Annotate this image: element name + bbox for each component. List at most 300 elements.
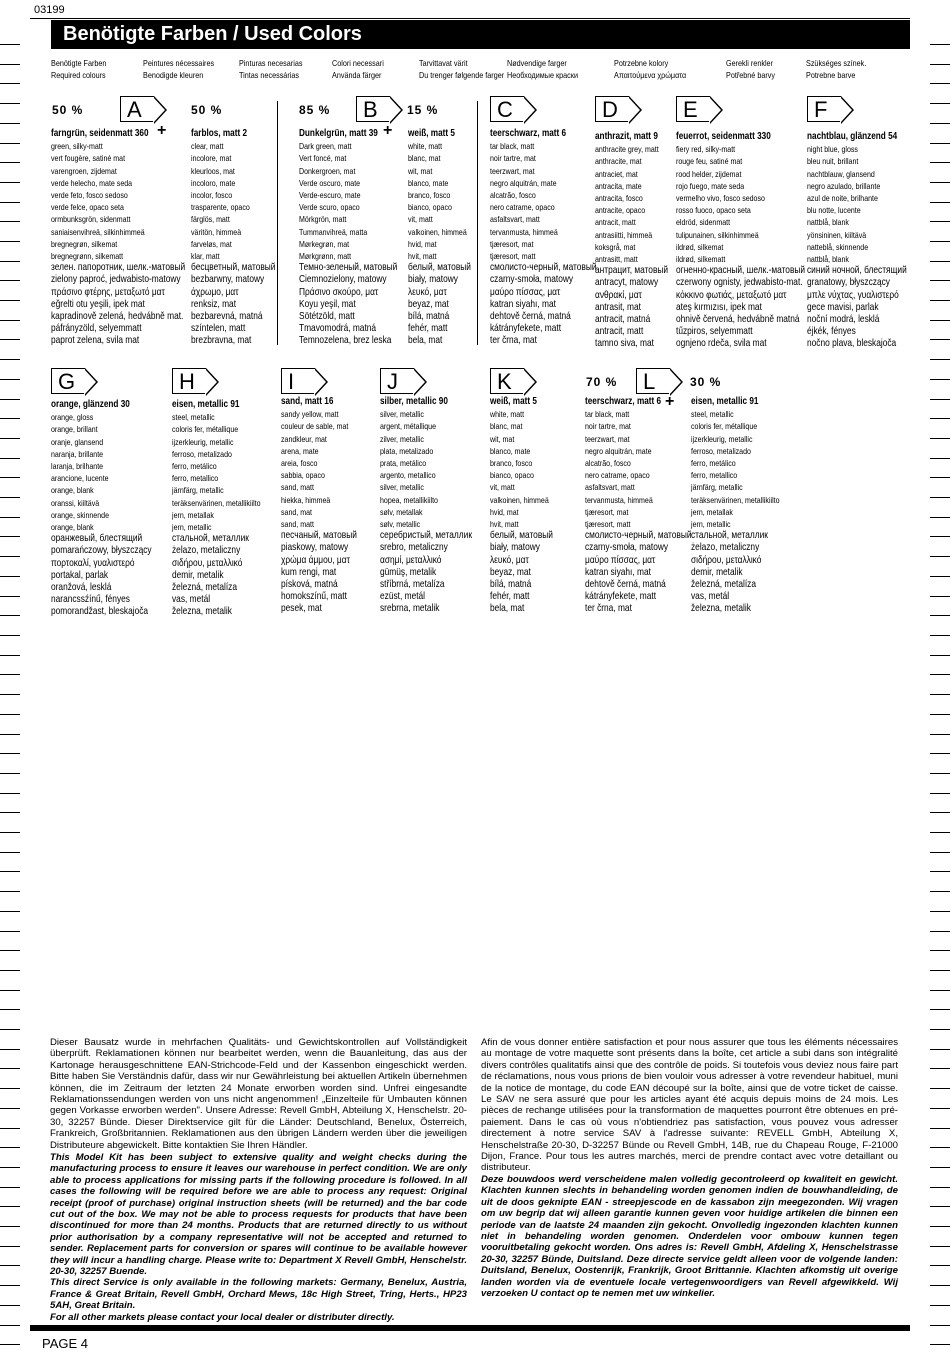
color-translation: sand, mat (281, 506, 312, 517)
cut-mark (0, 182, 20, 183)
color-translation: rojo fuego, mate seda (676, 180, 745, 191)
cut-mark (0, 379, 20, 380)
color-list-c (490, 128, 597, 348)
color-translation: kátrányfekete, matt (490, 323, 562, 335)
color-translation: nattblå, blank (807, 254, 849, 265)
cut-mark (0, 1226, 20, 1227)
color-translation: kleurloos, mat (191, 165, 235, 176)
color-translation: pomorandžast, bleskajoča (51, 606, 149, 618)
cut-mark (0, 1167, 20, 1168)
left-cut-marks (0, 0, 24, 1369)
color-translation: silver, metallic (380, 482, 424, 493)
color-translation: argent, métallique (380, 421, 437, 432)
color-translation: homokszínű, matt (281, 591, 347, 603)
cut-mark (0, 1325, 20, 1326)
cut-mark (930, 773, 950, 774)
color-translation: Sötétzöld, matt (299, 311, 355, 323)
color-translation: czarny-smoła, matowy (585, 542, 669, 554)
color-translation: incoloro, mate (191, 177, 236, 188)
color-translation: fiery red, silky-matt (676, 144, 736, 155)
color-translation: Donkergroen, mat (299, 165, 356, 176)
color-translation: zielony paproć, jedwabisto-matowy (51, 274, 181, 286)
color-translation: katran siyahı, mat (490, 298, 556, 310)
color-translation: hvid, mat (408, 238, 437, 249)
color-translation: steel, metallic (172, 412, 215, 423)
cut-mark (930, 399, 950, 400)
color-translation: incolor, fosco (191, 190, 233, 201)
color-translation: tamno siva, mat (595, 338, 654, 350)
cut-mark (930, 300, 950, 301)
color-translation: asfaltsvart, matt (585, 482, 635, 493)
color-translation: nachtblauw, glansend (807, 168, 875, 179)
color-translation: rosso fuoco, opaco seta (676, 205, 751, 216)
cut-mark (930, 458, 950, 459)
cut-mark (0, 1187, 20, 1188)
color-translation: antracit, matt (595, 326, 644, 338)
color-translation: srebrna, metalik (380, 603, 440, 615)
color-translation: antracit, matt (595, 217, 636, 228)
cut-mark (0, 418, 20, 419)
color-translation: oranssi, kiiltävä (51, 497, 100, 508)
color-translation: kapradinově zelená, hedvábně mat. (51, 311, 184, 323)
color-translation: hvit, matt (408, 251, 437, 262)
color-translation: πράσινο φτέρης, μεταξωτό ματ (51, 286, 165, 298)
cut-mark (930, 1187, 950, 1188)
color-translation: eldröd, sidenmatt (676, 217, 731, 228)
color-translation: fehér, matt (408, 323, 448, 335)
color-translation: beyaz, mat (490, 566, 531, 578)
color-translation: песчаный, матовый (281, 530, 357, 542)
color-translation: ferroso, metalizado (691, 445, 751, 456)
color-translation: Verde-escuro, mate (299, 190, 361, 201)
cut-mark (0, 911, 20, 912)
color-translation: antracyt, matowy (595, 277, 659, 289)
cut-mark (0, 1206, 20, 1207)
cut-mark (930, 990, 950, 991)
color-translation: μαύρο πίσσας, ματ (490, 286, 561, 298)
cut-mark (930, 379, 950, 380)
color-translation: ferroso, metalizado (172, 448, 232, 459)
color-translation: beyaz, mat (408, 298, 449, 310)
cut-mark (0, 635, 20, 636)
cut-mark (0, 202, 20, 203)
cut-mark (0, 1285, 20, 1286)
cut-mark (0, 674, 20, 675)
color-list-a1 (51, 128, 185, 348)
color-translation: blanc, mat (408, 153, 441, 164)
color-name: feuerrot, seidenmatt 330 (676, 131, 771, 142)
color-translation: bezbarwny, matowy (191, 274, 265, 286)
color-translation: arancione, lucente (51, 473, 109, 484)
cut-mark (930, 674, 950, 675)
color-translation: kátrányfekete, matt (585, 591, 657, 603)
color-translation: biały, matowy (408, 274, 458, 286)
color-translation: ognjeno rdeča, svila mat (676, 338, 767, 350)
color-translation: klar, matt (191, 251, 220, 262)
cut-mark (0, 812, 20, 813)
cut-mark (930, 1226, 950, 1227)
color-translation: gece mavisi, parlak (807, 301, 879, 313)
color-translation: tjæresort, mat (585, 506, 629, 517)
cut-mark (930, 320, 950, 321)
color-translation: valkoinen, himmeä (408, 226, 467, 237)
cut-mark (930, 202, 950, 203)
color-translation: Темно-зеленый, матовый (299, 262, 398, 274)
cut-mark (930, 123, 950, 124)
cut-mark (930, 1029, 950, 1030)
cut-mark (0, 64, 20, 65)
color-list-l2 (691, 396, 780, 616)
color-translation: rouge feu, satiné mat (676, 156, 743, 167)
mix-a2-percent: 50 % (191, 103, 223, 117)
color-translation: rood helder, zijdemat (676, 168, 742, 179)
color-translation: éjkék, fényes (807, 326, 856, 338)
cut-mark (930, 635, 950, 636)
color-translation: yönsininen, kiiltävä (807, 229, 867, 240)
color-translation: σιδήρου, μεταλλικό (172, 557, 243, 569)
color-translation: ildrød, silkemat (676, 241, 724, 252)
cut-mark (0, 1265, 20, 1266)
color-translation: bianco, opaco (490, 470, 534, 481)
cut-mark (930, 162, 950, 163)
color-translation: antrasit, mat (595, 301, 641, 313)
cut-mark (0, 438, 20, 439)
color-translation: ijzerkleurig, metallic (172, 436, 234, 447)
cut-mark (0, 143, 20, 144)
cut-mark (930, 1147, 950, 1148)
color-translation: verde helecho, mate seda (51, 177, 133, 188)
color-translation: nočno plava, bleskajoča (807, 338, 897, 350)
cut-mark (930, 694, 950, 695)
language-header: Potrzebne kolory Απαιτούμενα χρώματα (614, 58, 687, 80)
service-text-english: This Model Kit has been subject to extensive quality and weight checks during the manufacturing process to ensure it leaves our warehouse in perfect condition. We are only able to process applications for missing parts if the following procedure is followed. In all cases the following will be required before we are able to process any request: Original receipt (proof of purchase) original instruction sheets (will be returned) and the bar code cut out of the box. We may not be able to process requests for products that have been discontinued for more than 24 months. Products that are returned directly to us without prior authorisation by a company representative will not be accepted and returned to sender. Replacement parts for conversion or spares will continue to be available however they will incur a handling charge. Please write to: Department X Revell GmbH, Henschelstr. 20-30, 32257 Buende. This direct Service is only available in the following markets: Germany, Benelux, Austria, France & Great Britain, Revell GmbH, Orchard Mews, 18c High Street, Tring, Herts., HP23 5AH, Great Britain. For all other markets please contact your local dealer or distributer directly. (50, 1152, 467, 1323)
cut-mark (0, 221, 20, 222)
color-translation: Temnozelena, brez leska (299, 335, 392, 347)
color-translation: antracita, fosco (595, 193, 643, 204)
color-translation: kum rengi, mat (281, 566, 337, 578)
color-list-d (595, 131, 668, 351)
cut-mark (930, 1108, 950, 1109)
cut-mark (930, 1167, 950, 1168)
color-name: weiß, matt 5 (490, 396, 537, 407)
color-translation: zandkleur, mat (281, 433, 327, 444)
color-translation: steel, metallic (691, 409, 734, 420)
color-translation: bleu nuit, brillant (807, 156, 859, 167)
color-translation: teerzwart, mat (490, 165, 535, 176)
color-translation: färglös, matt (191, 214, 230, 225)
color-translation: Verde oscuro, mate (299, 177, 361, 188)
color-letter-h: H (172, 368, 206, 394)
color-translation: vit, matt (490, 482, 515, 493)
color-translation: ohnivě červená, hedvábně matná (676, 314, 800, 326)
color-translation: oranžová, lesklá (51, 582, 112, 594)
color-translation: tar black, matt (490, 141, 535, 152)
color-letter-k: K (490, 368, 524, 394)
color-translation: żelazo, metaliczny (691, 542, 760, 554)
cut-mark (0, 1246, 20, 1247)
color-translation: demir, metalik (691, 566, 743, 578)
color-translation: tervanmusta, himmeä (585, 494, 653, 505)
language-header: Szükséges színek. Potrebne barve (806, 58, 867, 80)
color-translation: μαύρο πίσσας, ματ (585, 554, 656, 566)
cut-mark (0, 1108, 20, 1109)
language-header: Gerekli renkler Potřebné barvy (726, 58, 776, 80)
color-translation: sand, matt (281, 482, 314, 493)
cut-mark (0, 536, 20, 537)
color-translation: Mørkegrøn, mat (299, 238, 350, 249)
color-translation: Mørkgrønn, matt (299, 251, 352, 262)
color-translation: negro alquitrán, mate (490, 177, 557, 188)
cut-mark (0, 596, 20, 597)
color-translation: coloris fer, métallique (691, 421, 758, 432)
color-translation: silver, metallic (380, 409, 424, 420)
cut-mark (0, 1128, 20, 1129)
cut-mark (0, 714, 20, 715)
cut-mark (0, 261, 20, 262)
color-translation: ferro, metálico (691, 458, 736, 469)
cut-mark (0, 970, 20, 971)
page-number: PAGE 4 (42, 1336, 89, 1351)
mix-l2-percent: 30 % (690, 375, 722, 389)
color-translation: vas, metál (172, 594, 211, 606)
color-translation: bezbarevná, matná (191, 311, 263, 323)
color-translation: natteblå, skinnende (807, 241, 869, 252)
cut-mark (0, 773, 20, 774)
color-translation: Tummanvihreä, matta (299, 226, 368, 237)
cut-mark (930, 1128, 950, 1129)
cut-mark (930, 753, 950, 754)
color-name: anthrazit, matt 9 (595, 131, 658, 142)
color-name: nachtblau, glänzend 54 (807, 131, 898, 142)
plus-sign: + (383, 122, 393, 139)
color-translation: noční modrá, lesklá (807, 314, 880, 326)
language-header: Benötigte Farben Required colours (51, 58, 107, 80)
color-translation: orange, gloss (51, 412, 94, 423)
mix-l-percent: 70 % (586, 375, 618, 389)
color-letter-l: L (636, 368, 670, 394)
cut-mark (930, 556, 950, 557)
color-translation: jern, metallak (691, 506, 733, 517)
cut-mark (930, 812, 950, 813)
color-translation: železná, metalíza (691, 579, 757, 591)
color-translation: Koyu yeşil, mat (299, 298, 356, 310)
color-translation: järnfärg, metallic (691, 482, 743, 493)
color-name: eisen, metallic 91 (691, 396, 759, 407)
cut-mark (0, 123, 20, 124)
cut-mark (0, 1029, 20, 1030)
color-translation: biały, matowy (490, 542, 540, 554)
color-translation: ateş kırmızısı, ipek mat (676, 301, 762, 313)
cut-mark (930, 714, 950, 715)
color-translation: стальной, металлик (172, 533, 249, 545)
color-translation: noir tartre, mat (585, 421, 631, 432)
color-translation: clear, matt (191, 141, 224, 152)
color-translation: couleur de sable, mat (281, 421, 349, 432)
color-translation: antrasitt, matt (595, 254, 638, 265)
color-translation: πορτοκαλί, γυαλιστερό (51, 557, 135, 569)
color-translation: arena, mate (281, 445, 319, 456)
cut-mark (930, 1344, 950, 1345)
color-name: Dunkelgrün, matt 39 (299, 128, 378, 139)
color-translation: λευκό, ματ (408, 286, 447, 298)
color-translation: белый, матовый (408, 262, 471, 274)
color-translation: teerzwart, mat (585, 433, 630, 444)
color-translation: vas, metál (691, 591, 730, 603)
color-translation: tulipunainen, silkinhimmeä (676, 229, 759, 240)
cut-mark (930, 221, 950, 222)
color-translation: gümüş, metalik (380, 566, 437, 578)
color-translation: nattblå, blank (807, 217, 849, 228)
cut-mark (0, 241, 20, 242)
color-translation: night blue, gloss (807, 144, 858, 155)
color-translation: portakal, parlak (51, 569, 109, 581)
color-translation: noir tartre, mat (490, 153, 536, 164)
color-translation: sandy yellow, matt (281, 409, 339, 420)
color-letter-b: B (356, 96, 390, 122)
color-translation: farveløs, mat (191, 238, 232, 249)
cut-mark (930, 103, 950, 104)
color-list-g (51, 399, 152, 619)
color-translation: železna, metalik (172, 606, 232, 618)
color-translation: trasparente, opaco (191, 202, 250, 213)
cut-mark (0, 320, 20, 321)
cut-mark (0, 477, 20, 478)
color-translation: bela, mat (490, 603, 525, 615)
color-translation: železná, metalíza (172, 582, 238, 594)
color-translation: prata, metálico (380, 458, 427, 469)
cut-mark (0, 694, 20, 695)
color-translation: anthracite, mat (595, 156, 642, 167)
color-translation: sølv, metallak (380, 506, 423, 517)
color-translation: jern, metallic (691, 519, 731, 530)
top-rule (30, 18, 910, 19)
color-name: teerschwarz, matt 6 (490, 128, 567, 139)
color-list-b2 (408, 128, 471, 348)
color-translation: písková, matná (281, 579, 338, 591)
color-translation: czerwony ognisty, jedwabisto-mat. (676, 277, 803, 289)
cut-mark (930, 891, 950, 892)
color-translation: laranja, brilhante (51, 461, 104, 472)
color-translation: pomarańczowy, błyszczący (51, 545, 152, 557)
color-translation: antracita, mate (595, 180, 642, 191)
cut-mark (930, 596, 950, 597)
color-translation: огненно-красный, шелк.-матовый (676, 265, 806, 277)
color-list-j (380, 396, 472, 616)
color-translation: valkoinen, himmeä (490, 494, 549, 505)
color-translation: antraciet, mat (595, 168, 638, 179)
color-translation: Tmavomodrá, matná (299, 323, 377, 335)
color-translation: plata, metalizado (380, 445, 434, 456)
cut-mark (930, 734, 950, 735)
color-translation: άχρωμο, ματ (191, 286, 239, 298)
color-name: weiß, matt 5 (408, 128, 455, 139)
color-translation: λευκό, ματ (490, 554, 529, 566)
cut-mark (930, 1246, 950, 1247)
cut-mark (0, 852, 20, 853)
cut-mark (0, 655, 20, 656)
color-translation: ferro, metálico (172, 461, 217, 472)
cut-mark (930, 536, 950, 537)
color-translation: Dark green, matt (299, 141, 352, 152)
color-translation: смолисто-черный, матовый (585, 530, 692, 542)
color-translation: branco, fosco (490, 458, 533, 469)
cut-mark (0, 1049, 20, 1050)
color-name: eisen, metallic 91 (172, 399, 240, 410)
cut-mark (930, 655, 950, 656)
color-translation: антрацит, матовый (595, 265, 669, 277)
color-translation: green, silky-matt (51, 141, 103, 152)
cut-mark (0, 300, 20, 301)
mix-b-percent: 85 % (299, 103, 331, 117)
plus-sign: + (665, 393, 675, 410)
color-translation: azul de noite, brilhante (807, 193, 878, 204)
cut-mark (0, 753, 20, 754)
color-translation: piaskowy, matowy (281, 542, 349, 554)
cut-mark (0, 497, 20, 498)
color-translation: saniaisenvihreä, silkinhimmeä (51, 226, 145, 237)
cut-mark (930, 1206, 950, 1207)
color-translation: srebro, metaliczny (380, 542, 448, 554)
color-translation: železna, metalik (691, 603, 751, 615)
color-translation: χρώμα άμμου, ματ (281, 554, 350, 566)
cut-mark (930, 418, 950, 419)
cut-mark (930, 241, 950, 242)
color-translation: ijzerkleurig, metallic (691, 433, 753, 444)
color-translation: vermelho vivo, fosco sedoso (676, 193, 765, 204)
color-translation: hopea, metallikiilto (380, 494, 438, 505)
cut-mark (930, 497, 950, 498)
color-list-f (807, 131, 907, 351)
cut-mark (0, 1147, 20, 1148)
cut-mark (0, 517, 20, 518)
color-name: teerschwarz, matt 6 (585, 396, 662, 407)
cut-mark (930, 911, 950, 912)
divider (477, 101, 478, 345)
color-translation: vit, matt (408, 214, 433, 225)
document-number: 03199 (34, 4, 65, 16)
cut-mark (0, 1009, 20, 1010)
color-translation: páfrányzöld, selyemmatt (51, 323, 142, 335)
color-translation: white, matt (408, 141, 443, 152)
cut-mark (0, 162, 20, 163)
cut-mark (930, 615, 950, 616)
color-translation: ανθρακί, ματ (595, 289, 642, 301)
color-translation: antracite, opaco (595, 205, 646, 216)
cut-mark (0, 576, 20, 577)
cut-mark (930, 970, 950, 971)
cut-mark (0, 931, 20, 932)
cut-mark (930, 931, 950, 932)
color-name: silber, metallic 90 (380, 396, 448, 407)
cut-mark (930, 1285, 950, 1286)
color-translation: hvit, matt (490, 519, 519, 530)
color-list-b1 (299, 128, 397, 348)
color-translation: оранжевый, блестящий (51, 533, 143, 545)
color-translation: tervanmusta, himmeä (490, 226, 558, 237)
color-translation: серебристый, металлик (380, 530, 472, 542)
color-translation: orange, brillant (51, 424, 98, 435)
color-translation: alcatrão, fosco (585, 458, 631, 469)
service-text-german: Dieser Bausatz wurde in mehrfachen Qualitäts- und Gewichtskontrollen auf Vollständigkeit überprüft. Reklamationen können nur bearbeitet werden, wenn die Bauanleitung, das aus der Kartonage herausgeschnittene EAN-Strichcode-Feld und der Kassenbon eingeschickt werden. Bitte haben Sie Verständnis dafür, dass wir nur Gewährleistung bei aktuellen Artikeln übernehmen können, die im Zeitraum der letzten 24 Monate erworben worden sind. Unfrei eingesandte Reklamationssendungen werden von uns nicht angenommen! „Einzelteile für Umbauten können gegen Vorkasse erworben werden". Unsere Adresse: Revell GmbH, Abteilung X, Henschelstr. 20-30, 32257 Bünde. Dieser Direktservice gilt für die Länder: Deutschland, Benelux, Österreich, Frankreich, Großbritannien. Reklamationen aus den übrigen Ländern werden über die jeweiligen Distributeure abgewickelt. Bitte kontaktien Sie Ihren Händler. (50, 1037, 467, 1151)
color-translation: стальной, металлик (691, 530, 768, 542)
color-translation: katran siyahı, mat (585, 566, 651, 578)
right-cut-marks (926, 0, 950, 1369)
color-letter-g: G (51, 368, 85, 394)
color-translation: fehér, matt (490, 591, 530, 603)
color-translation: antracit, matná (595, 314, 651, 326)
page-title: Benötigte Farben / Used Colors (51, 20, 910, 49)
color-translation: синий ночной, блестящий (807, 265, 907, 277)
